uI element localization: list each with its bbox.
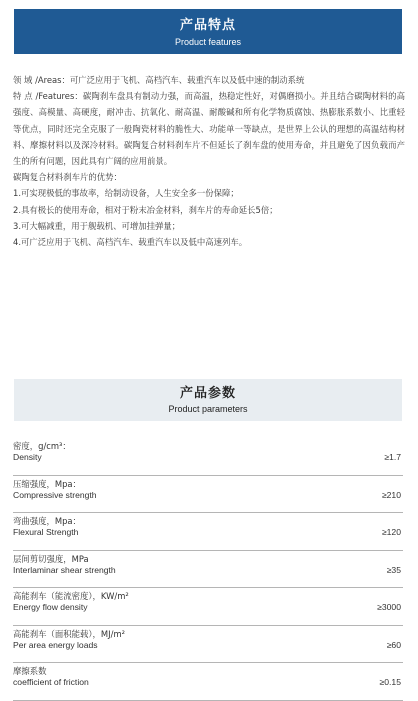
- param-label-en: Flexural Strength: [13, 527, 79, 537]
- param-label-en: Energy flow density: [13, 602, 88, 612]
- features-text: 特 点 /Features：碳陶刹车盘具有制动力强，而高温，热稳定性好，对偶磨损小。并且结合碳陶材料的高强度、高模量、高硬度，耐冲击、抗氧化、耐高温、耐酸碱和所有化学物质腐蚀、热膨胀系数小、比重轻等优点，同时还完全克服了一般陶瓷材料的脆性大、功能单一等缺点，是世界上公认的理想的高温结构材料、摩擦材料以及深冷材料。碳陶复合材料刹车片不但延长了刹车盘的使用寿命，并且避免了因负载而产生的所有问题，因此具有广阔的应用前景。: [13, 91, 405, 167]
- features-section: [13, 72, 405, 250]
- params-title-en: Product parameters: [168, 404, 248, 414]
- param-value: ≥0.15: [379, 677, 401, 687]
- advantage-item: 1.可实现极低的事故率，给制动设备，人生安全多一份保障；: [13, 188, 239, 199]
- param-label-en: Compressive strength: [13, 489, 97, 500]
- params-table: [13, 438, 403, 701]
- param-row-energy-flow: [13, 588, 403, 626]
- features-title-en: Product features: [174, 37, 242, 47]
- param-label-en: Interlaminar shear strength: [13, 564, 116, 575]
- param-row-interlaminar: [13, 551, 403, 589]
- param-label-zh: 摩擦系数: [13, 666, 47, 676]
- param-value: ≥3000: [377, 602, 401, 612]
- advantage-item: 4.可广泛应用于飞机、高档汽车、载重汽车以及低中高速列车。: [13, 237, 248, 248]
- param-value: ≥60: [386, 639, 401, 650]
- param-row-friction: [13, 663, 403, 701]
- param-label-en: Per area energy loads: [13, 639, 98, 650]
- advantages-title: 碳陶复合材料刹车片的优势：: [13, 172, 122, 183]
- param-value: ≥1.7: [384, 452, 401, 462]
- features-header: [14, 9, 402, 54]
- areas-text: 领 域 /Areas：可广泛应用于飞机、高档汽车、载重汽车以及低中速的制动系统: [13, 75, 305, 85]
- param-label-zh: 层间剪切强度，MPa: [13, 553, 89, 564]
- param-label-zh: 压缩强度，Mpa：: [13, 478, 81, 489]
- params-header: [14, 379, 402, 421]
- param-value: ≥120: [381, 527, 401, 537]
- param-label-zh: 高能刹车（能流密度），KW/m²: [13, 591, 129, 601]
- param-value: ≥210: [381, 489, 401, 500]
- param-row-compressive: [13, 476, 403, 514]
- param-label-en: coefficient of friction: [13, 677, 89, 687]
- param-value: ≥35: [386, 564, 401, 575]
- param-label-en: Density: [13, 452, 42, 462]
- param-label-zh: 密度，g/cm³：: [13, 441, 71, 451]
- param-row-density: [13, 438, 403, 476]
- features-title-zh: 产品特点: [179, 18, 236, 33]
- param-row-area-energy: [13, 626, 403, 664]
- advantage-item: 2.具有极长的使用寿命，相对于粉末冶金材料，刹车片的寿命延长5倍；: [13, 204, 278, 215]
- advantage-item: 3.可大幅减重，用于舰载机、可增加挂弹量；: [13, 220, 181, 231]
- param-row-flexural: [13, 513, 403, 551]
- param-label-zh: 高能刹车（面积能载），MJ/m²: [13, 628, 125, 639]
- param-label-zh: 弯曲强度，Mpa：: [13, 516, 81, 526]
- params-title-zh: 产品参数: [179, 386, 236, 401]
